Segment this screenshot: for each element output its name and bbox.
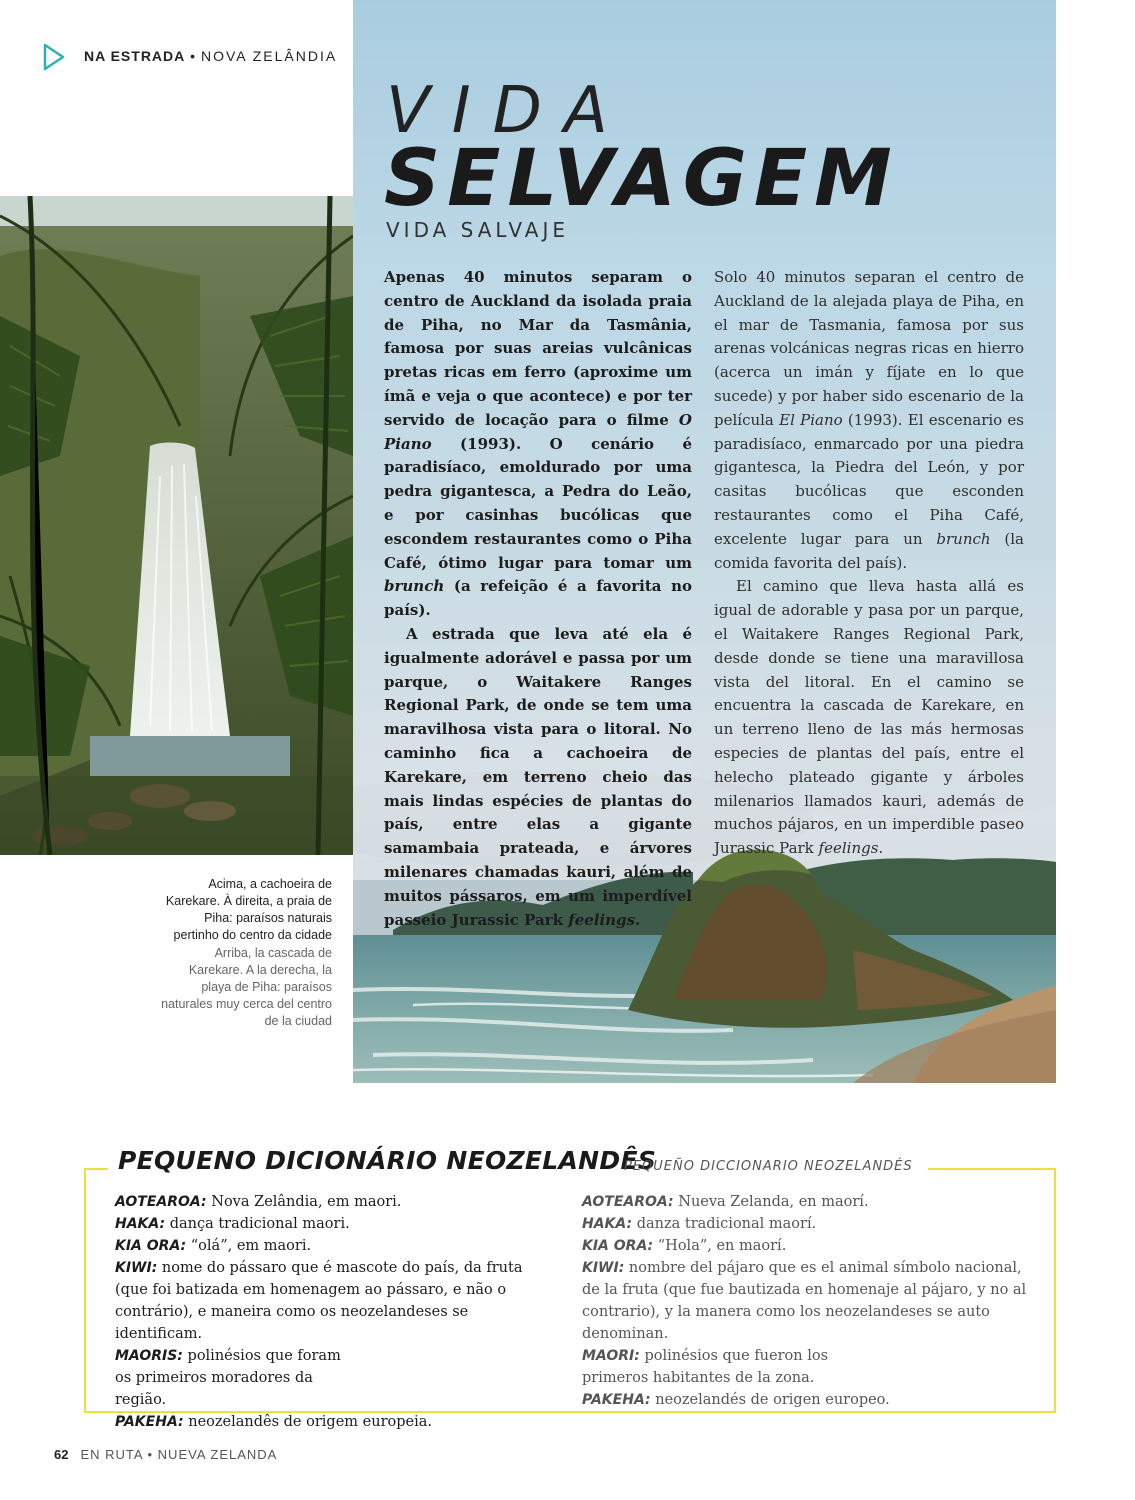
dictionary-entry	[115, 1411, 535, 1433]
article-es-text: .	[878, 839, 884, 858]
title-line-2: SELVAGEM	[384, 134, 899, 224]
dictionary-term: MAORI:	[582, 1348, 640, 1364]
article-pt-text: .	[635, 910, 641, 929]
page-footer	[54, 1447, 277, 1462]
section-name: NA ESTRADA	[84, 48, 186, 64]
dictionary-entry	[115, 1257, 535, 1345]
article-pt-paragraph-1	[384, 266, 692, 623]
article-es-paragraph-2	[714, 575, 1024, 861]
dictionary-entry	[582, 1389, 1032, 1411]
article-es-text: El camino que lleva hasta allá es igual de adorable y pasa por un parque, el Waitakere Ranges Regional Park, desde donde se tiene una maravillosa vista del litoral. En el camino se encuentra la cascada de Karekare, en un terreno lleno de las más hermosas especies de plantas del país, entre el helecho plateado gigante y árboles milenarios llamados kauri, además de muchos pájaros, en un imperdible paseo Jurassic Park	[714, 577, 1024, 858]
article-pt-text: Apenas 40 minutos separam o centro de Auckland da isolada praia de Piha, no Mar da Tasmânia, famosa por suas areias vulcânicas pretas ricas em ferro (aproxime um ímã e veja o que acontece) e por ter servido de locação para o filme	[384, 268, 692, 429]
dictionary-definition: polinésios que foram os primeiros moradores da região.	[115, 1348, 341, 1408]
dictionary-entry	[115, 1235, 535, 1257]
caption-spanish: Arriba, la cascada de Karekare. A la derecha, la playa de Piha: paraísos naturales muy cerca del centro de la ciudad	[161, 946, 332, 1028]
dictionary-definition: Nova Zelândia, em maori.	[211, 1194, 402, 1210]
dictionary-definition: “Hola”, en maorí.	[657, 1238, 787, 1254]
title-subtitle: VIDA SALVAJE	[386, 218, 569, 242]
section-destination: NOVA ZELÂNDIA	[200, 48, 338, 64]
dictionary-entry	[582, 1191, 1032, 1213]
article-pt-text: A estrada que leva até ela é igualmente adorável e passa por um parque, o Waitakere Ranges Regional Park, de onde se tem uma maravilhosa vista para o litoral. No caminho fica a cachoeira de Karekare, em terreno cheio das mais lindas espécies de plantas do país, entre elas a gigante samambaia prateada, e árvores milenares chamadas kauri, além de muitos pássaros, em um imperdível passeio Jurassic Park	[384, 624, 692, 929]
play-triangle-icon	[42, 42, 66, 72]
waterfall-photo-karekare	[0, 196, 353, 855]
dictionary-definition: dança tradicional maori.	[169, 1216, 350, 1232]
footer-destination: NUEVA ZELANDA	[157, 1447, 278, 1462]
dictionary-definition: nome do pássaro que é mascote do país, da fruta (que foi batizada em homenagem ao pássaro, e não o contrário), e maneira como os neozelandeses se identificam.	[115, 1260, 523, 1342]
page-number: 62	[54, 1447, 69, 1462]
dictionary-term: AOTEAROA:	[115, 1194, 207, 1210]
article-es-paragraph-1	[714, 266, 1024, 575]
dictionary-entry	[115, 1191, 535, 1213]
dictionary-term: KIA ORA:	[115, 1238, 187, 1254]
dictionary-term: MAORIS:	[115, 1348, 183, 1364]
dictionary-term: KIWI:	[582, 1260, 625, 1276]
dictionary-definition: neozelandés de origen europeo.	[655, 1392, 890, 1408]
dictionary-entry	[582, 1345, 892, 1389]
film-title: O Piano	[384, 410, 692, 453]
dictionary-border-top-left	[84, 1168, 108, 1170]
dictionary-entry	[582, 1235, 1032, 1257]
dictionary-entry	[582, 1257, 1032, 1345]
dictionary-column-portuguese	[115, 1191, 535, 1433]
caption-portuguese: Acima, a cachoeira de Karekare. À direita, a praia de Piha: paraísos naturais pertinho do centro da cidade	[165, 877, 332, 942]
dictionary-term: HAKA:	[582, 1216, 633, 1232]
film-title: El Piano	[779, 410, 843, 429]
dictionary-entry	[115, 1345, 345, 1411]
dictionary-term: HAKA:	[115, 1216, 166, 1232]
section-separator: •	[190, 48, 197, 64]
italic-term: feelings	[568, 910, 636, 929]
dictionary-term: PAKEHA:	[582, 1392, 651, 1408]
dictionary-definition: “olá”, em maori.	[190, 1238, 312, 1254]
dictionary-column-spanish	[582, 1191, 1032, 1411]
dictionary-entry	[582, 1213, 1032, 1235]
article-es-text: (la comida favorita del país).	[714, 529, 1024, 572]
dictionary-title: PEQUENO DICIONÁRIO NEOZELANDÊS	[118, 1146, 657, 1175]
dictionary-definition: polinésios que fueron los primeros habitantes de la zona.	[582, 1348, 829, 1386]
italic-term: brunch	[384, 577, 445, 596]
dictionary-term: PAKEHA:	[115, 1414, 184, 1430]
dictionary-term: KIWI:	[115, 1260, 158, 1276]
dictionary-definition: nombre del pájaro que es el animal símbolo nacional, de la fruta (que fue bautizada en homenaje al pájaro, y no al contrario), y la manera como los neozelandeses se auto denominan.	[582, 1260, 1027, 1342]
article-es-text: (1993). El escenario es paradisíaco, enmarcado por una piedra gigantesca, la Piedra del León, y por casitas bucólicas que esconden restaurantes como el Piha Café, excelente lugar para un	[714, 410, 1024, 548]
italic-term: feelings	[818, 839, 879, 858]
dictionary-border-top-right	[928, 1168, 1054, 1170]
dictionary-entry	[115, 1213, 535, 1235]
italic-term: brunch	[936, 529, 991, 548]
title-line-1: VIDA	[386, 74, 630, 148]
dictionary-definition: neozelandês de origem europeia.	[188, 1414, 432, 1430]
dictionary-term: AOTEAROA:	[582, 1194, 674, 1210]
article-pt-paragraph-2	[384, 623, 692, 932]
footer-section: EN RUTA	[80, 1447, 143, 1462]
dictionary-subtitle: PEQUEÑO DICCIONARIO NEOZELANDÉS	[624, 1159, 913, 1174]
footer-separator: •	[147, 1447, 154, 1462]
section-label	[84, 48, 337, 64]
dictionary-term: KIA ORA:	[582, 1238, 654, 1254]
dictionary-definition: Nueva Zelanda, en maorí.	[678, 1194, 869, 1210]
article-pt-text: (1993). O cenário é paradisíaco, emoldurado por uma pedra gigantesca, a Pedra do Leão, e por casinhas bucólicas que escondem restaurantes como o Piha Café, ótimo lugar para tomar um	[384, 434, 692, 572]
photo-caption	[160, 876, 332, 1030]
karekare-waterfall-illustration	[0, 196, 353, 855]
article-column-spanish	[714, 266, 1024, 861]
dictionary-definition: danza tradicional maorí.	[636, 1216, 817, 1232]
article-pt-text: (a refeição é a favorita no país).	[384, 577, 692, 620]
article-column-portuguese	[384, 266, 692, 932]
article-es-text: Solo 40 minutos separan el centro de Auckland de la alejada playa de Piha, en el mar de Tasmania, famosa por sus arenas volcánicas negras ricas en hierro (acerca un imán y fíjate en lo que sucede) y por haber sido escenario de la película	[714, 268, 1024, 429]
